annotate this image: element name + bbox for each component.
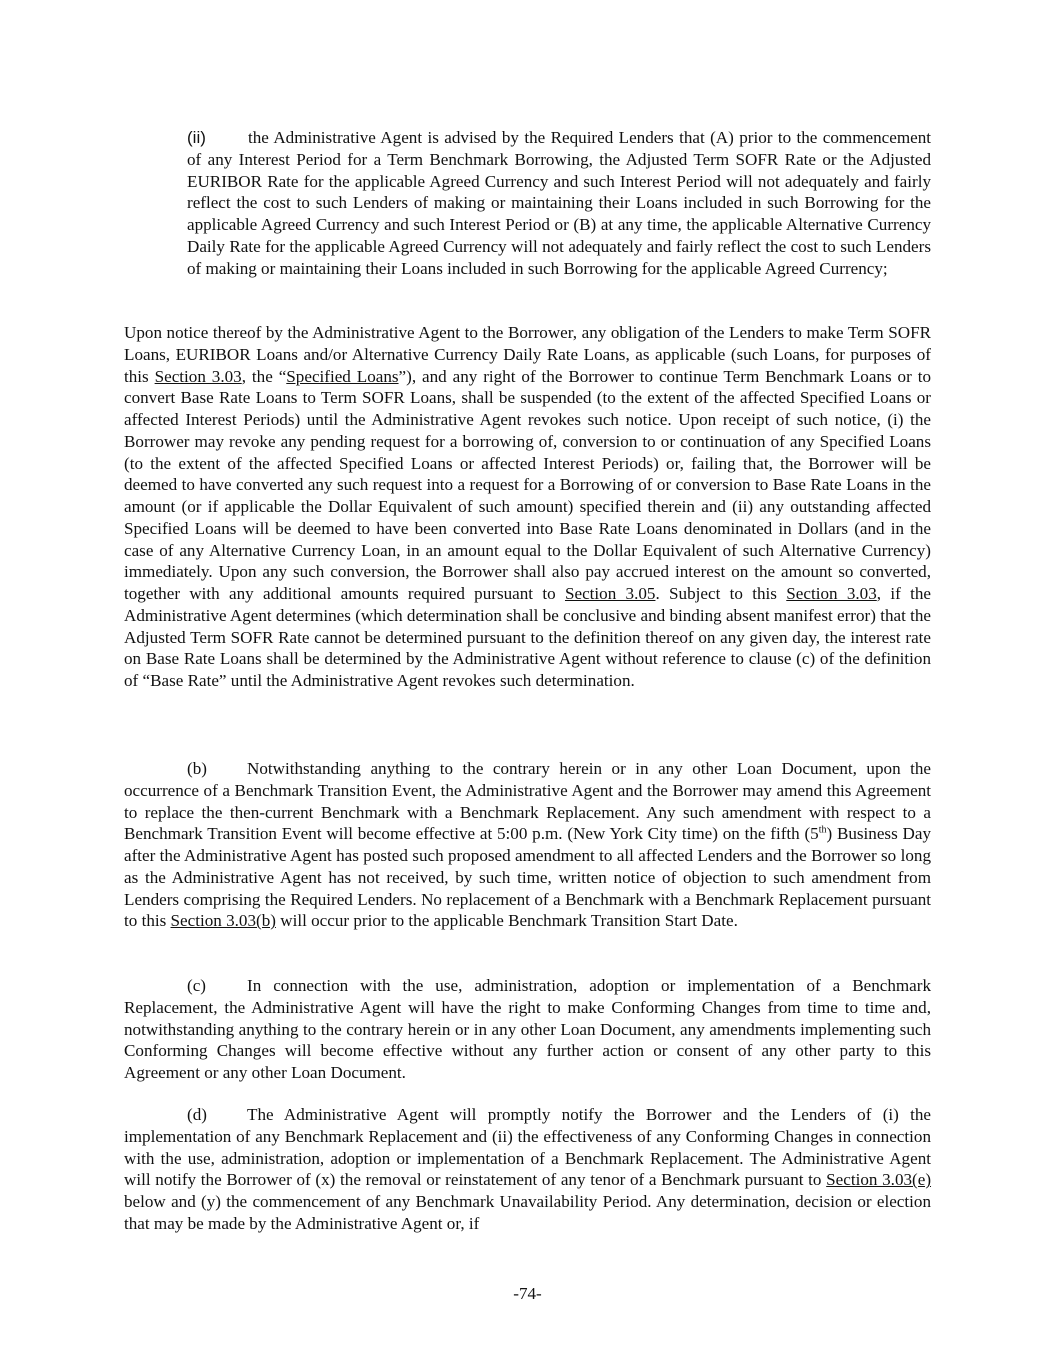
clause-b-text-3: will occur prior to the applicable Benchmark Transition Start Date. (275, 911, 738, 931)
clause-d-label: (d) (187, 1105, 207, 1124)
upon-notice-text-4: . Subject to this (655, 584, 787, 603)
clause-c-label: (c) (187, 976, 206, 995)
section-3-03e-reference: Section 3.03(e) (826, 1170, 932, 1190)
clause-ii-paragraph (187, 127, 931, 279)
clause-ii-label: (ii) (187, 128, 206, 147)
clause-ii-text: the Administrative Agent is advised by the Required Lenders that (A) prior to the commencement of any Interest Period for a Term Benchmark Borrowing, the Adjusted Term SOFR Rate or the Adjusted EURIBOR Rate for the applicable Agreed Currency and such Interest Period will not adequately and fairly reflect the cost to such Lenders of making or maintaining their Loans included in such Borrowing for the applicable Agreed Currency and such Interest Period or (B) at any time, the applicable Alternative Currency Daily Rate for the applicable Agreed Currency will not adequately and fairly reflect the cost to such Lenders of making or maintaining their Loans included in such Borrowing for the applicable Agreed Currency; (187, 128, 931, 278)
upon-notice-text-2: , the “ (241, 366, 287, 386)
clause-b-superscript: th (818, 824, 827, 836)
upon-notice-paragraph (124, 322, 931, 692)
clause-b-text-1: Notwithstanding anything to the contrary herein or in any other Loan Document, upon the occurrence of a Benchmark Transition Event, the Administrative Agent and the Borrower may amend this Agreement to replace the then-current Benchmark with a Benchmark Replacement. Any such amendment with respect to a Benchmark Transition Event will become effective at 5:00 p.m. (New York City time) on the fifth (5 (124, 759, 931, 844)
clause-b-label: (b) (187, 759, 207, 778)
section-3-05-reference: Section 3.05 (564, 584, 656, 603)
section-3-03-reference-second: Section 3.03 (786, 584, 877, 603)
clause-d-text-1: The Administrative Agent will promptly notify the Borrower and the Lenders of (i) the implementation of any Benchmark Replacement and (ii) the effectiveness of any Conforming Changes in connection with the use, administration, adoption or implementation of a Benchmark Replacement. The Administrative Agent will notify the Borrower of (x) the removal or reinstatement of any tenor of a Benchmark pursuant to (124, 1105, 931, 1190)
clause-d-paragraph (124, 1104, 931, 1235)
page-number: -74- (513, 1284, 542, 1303)
clause-c-text: In connection with the use, administration, adoption or implementation of a Benchmark Replacement, the Administrative Agent will have the right to make Conforming Changes from time to time and, notwithstanding anything to the contrary herein or in any other Loan Document, any amendments implementing such Conforming Changes will become effective without any further action or consent of any other party to this Agreement or any other Loan Document. (124, 976, 931, 1082)
clause-c-paragraph (124, 975, 931, 1084)
section-3-03-reference: Section 3.03 (154, 366, 242, 386)
upon-notice-text-5: , if the Administrative Agent determines (which determination shall be conclusive and binding absent manifest error) that the Adjusted Term SOFR Rate cannot be determined pursuant to the definition thereof on any given day, the interest rate on Base Rate Loans shall be determined by the Administrative Agent without reference to clause (c) of the definition of “Base Rate” until the Administrative Agent revokes such determination. (124, 584, 931, 690)
upon-notice-text-3: ”), and any right of the Borrower to continue Term Benchmark Loans or to convert Base Rate Loans to Term SOFR Loans, shall be suspended (to the extent of the affected Specified Loans or affected Interest Periods) until the Administrative Agent revokes such notice. Upon receipt of such notice, (i) the Borrower may revoke any pending request for a borrowing of, conversion to or continuation of any Specified Loans (to the extent of the affected Specified Loans or affected Interest Periods) or, failing that, the Borrower will be deemed to have converted any such request into a request for a Borrowing of or conversion to Base Rate Loans in the amount (or if applicable the Dollar Equivalent of such amount) specified therein and (ii) any outstanding affected Specified Loans will be deemed to have been converted into Base Rate Loans denominated in Dollars (and in the case of any Alternative Currency Loan, in an amount equal to the Dollar Equivalent of such Alternative Currency) immediately. Upon any such conversion, the Borrower shall also pay accrued interest on the amount so converted, together with any additional amounts required pursuant to (124, 366, 931, 603)
section-3-03b-reference: Section 3.03(b) (170, 911, 276, 931)
upon-notice-text-1: Upon notice thereof by the Administrative Agent to the Borrower, any obligation of the Lenders to make Term SOFR Loans, EURIBOR Loans and/or Alternative Currency Daily Rate Loans, as applicable (such Loans, for purposes of this (124, 323, 931, 386)
specified-loans-term: Specified Loans (286, 366, 399, 386)
clause-b-text-2: ) Business Day after the Administrative Agent has posted such proposed amendment to all affected Lenders and the Borrower so long as the Administrative Agent has not received, by such time, written notice of objection to such amendment from Lenders comprising the Required Lenders. No replacement of a Benchmark with a Benchmark Replacement pursuant to this (124, 824, 931, 931)
clause-b-paragraph (124, 758, 931, 932)
clause-d-text-2: below and (y) the commencement of any Benchmark Unavailability Period. Any determination, decision or election that may be made by the Administrative Agent or, if (124, 1192, 931, 1233)
